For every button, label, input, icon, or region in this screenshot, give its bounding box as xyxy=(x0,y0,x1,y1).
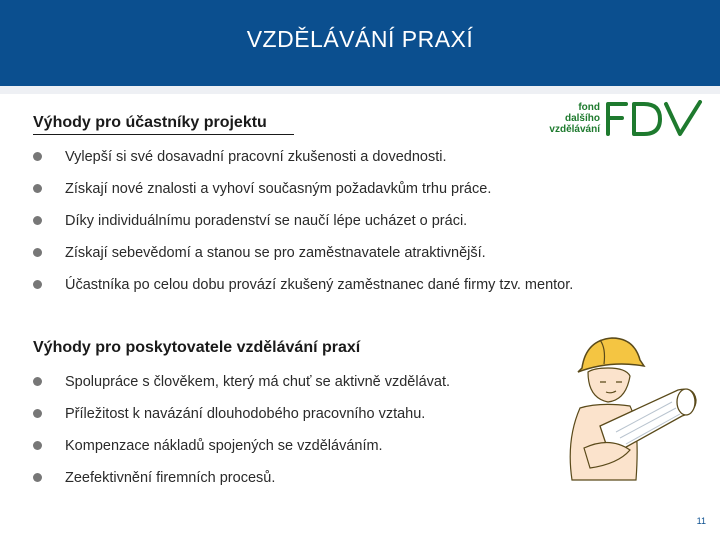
bullet-icon xyxy=(33,184,42,193)
logo-line-vzdelavani: vzdělávání xyxy=(549,124,600,135)
bullet-icon xyxy=(33,216,42,225)
list-item: Zeefektivnění firemních procesů. xyxy=(33,468,450,500)
list-item: Získají nové znalosti a vyhoví současným požadavkům trhu práce. xyxy=(33,179,573,211)
list-item: Spolupráce s člověkem, který má chuť se aktivně vzdělávat. xyxy=(33,372,450,404)
bullet-icon xyxy=(33,152,42,161)
fdv-logo xyxy=(549,100,704,138)
list-item: Vylepší si své dosavadní pracovní zkušenosti a dovednosti. xyxy=(33,147,573,179)
bullet-icon xyxy=(33,441,42,450)
page-number: 11 xyxy=(696,516,706,526)
section-heading-providers: Výhody pro poskytovatele vzdělávání praxí xyxy=(33,339,361,356)
header-divider xyxy=(0,86,720,94)
bullet-icon xyxy=(33,377,42,386)
list-item: Účastníka po celou dobu provází zkušený zaměstnanec dané firmy tzv. mentor. xyxy=(33,275,573,307)
section-heading-participants: Výhody pro účastníky projektu xyxy=(33,114,267,131)
providers-benefits-list xyxy=(33,372,450,500)
slide-title: VZDĚLÁVÁNÍ PRAXÍ xyxy=(246,26,474,52)
list-item: Díky individuálnímu poradenství se naučí lépe ucházet o práci. xyxy=(33,211,573,243)
fdv-mark-icon xyxy=(604,100,704,138)
bullet-icon xyxy=(33,248,42,257)
logo-line-fond: fond xyxy=(578,102,600,113)
heading-underline xyxy=(33,134,294,135)
list-item: Kompenzace nákladů spojených se vzděláváním. xyxy=(33,436,450,468)
bullet-icon xyxy=(33,473,42,482)
participants-benefits-list xyxy=(33,147,573,307)
list-item: Příležitost k navázání dlouhodobého pracovního vztahu. xyxy=(33,404,450,436)
bullet-icon xyxy=(33,409,42,418)
slide-header xyxy=(0,0,720,86)
logo-line-dalsiho: dalšího xyxy=(564,113,600,124)
list-item: Získají sebevědomí a stanou se pro zaměstnavatele atraktivnější. xyxy=(33,243,573,275)
bullet-icon xyxy=(33,280,42,289)
worker-with-blueprints-icon xyxy=(560,330,710,500)
